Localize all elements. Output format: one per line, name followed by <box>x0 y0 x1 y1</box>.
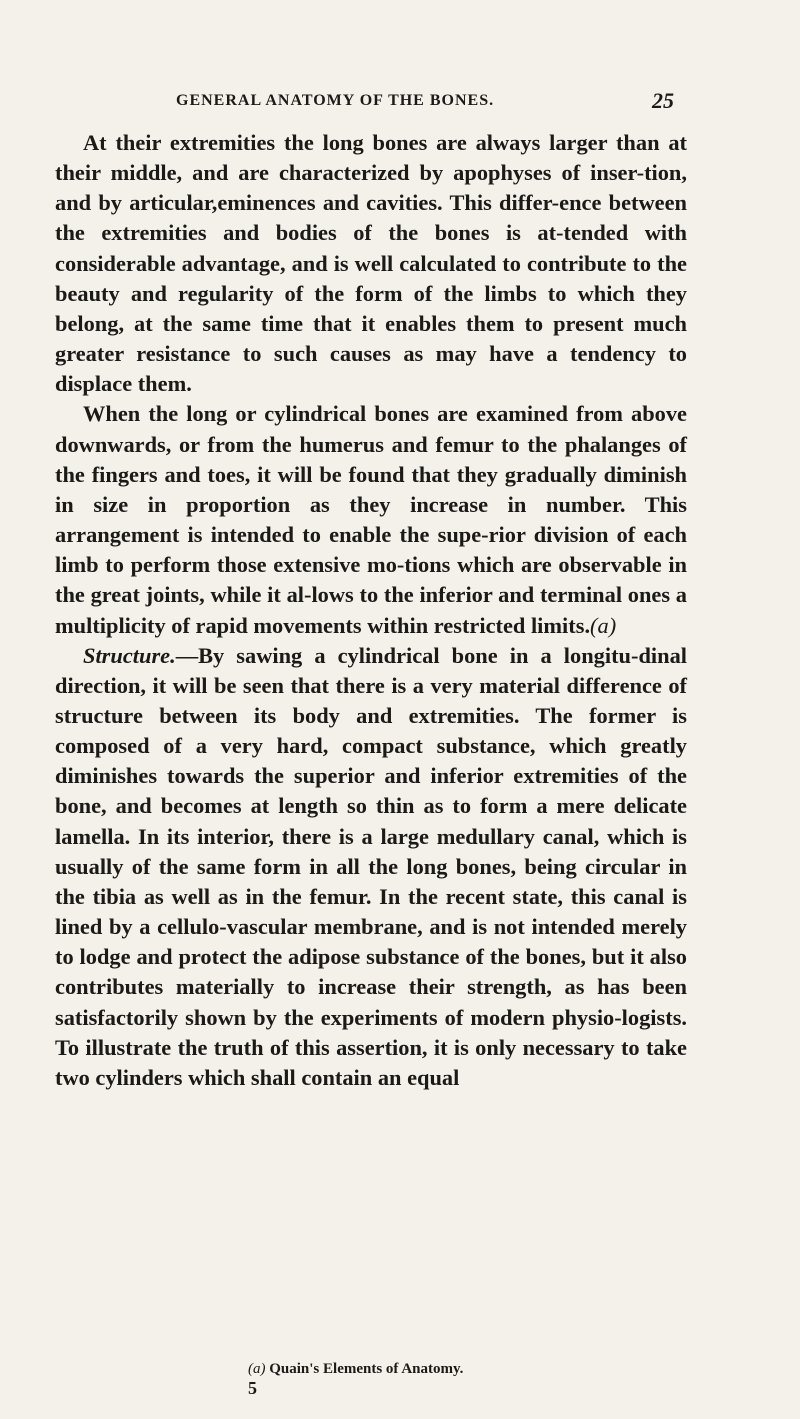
signature-mark: 5 <box>248 1378 257 1398</box>
paragraph-3 <box>55 641 687 1093</box>
section-heading-structure: Structure. <box>83 642 176 668</box>
body-text <box>55 128 687 1093</box>
footnote-text: Quain's Elements of Anatomy. <box>269 1361 464 1377</box>
paragraph-1: At their extremities the long bones are always larger than at their middle, and are characterized by apophyses of inser-tion, and by articular,eminences and cavities. This differ-ence between the extremities and bodies of the bones is at-tended with considerable advantage, and is well calculated to contribute to the beauty and regularity of the form of the limbs to which they belong, at the same time that it enables them to present much greater resistance to such causes as may have a tendency to displace them. <box>55 130 687 397</box>
paragraph-2-text: When the long or cylindrical bones are examined from above downwards, or from the humerus and femur to the phalanges of the fingers and toes, it will be found that they gradually diminish in size in proportion as they increase in number. This arrangement is intended to enable the supe-rior division of each limb to perform those extensive mo-tions which are observable in the great joints, while it al-lows to the inferior and terminal ones a multiplicity of rapid movements within restricted limits. <box>55 401 687 638</box>
paragraph-2 <box>55 399 687 640</box>
footnote-marker: (a) <box>248 1361 266 1377</box>
running-title: GENERAL ANATOMY OF THE BONES. <box>176 92 495 109</box>
page-number: 25 <box>652 88 674 113</box>
footnote <box>248 1361 648 1378</box>
footnote-reference: (a) <box>590 612 617 638</box>
paragraph-3-text: —By sawing a cylindrical bone in a longitu-dinal direction, it will be seen that there is a very material difference of structure between its body and extremities. The former is composed of a very hard, compact substance, which greatly diminishes towards the superior and inferior extremities of the bone, and becomes at length so thin as to form a mere delicate lamella. In its interior, there is a large medullary canal, which is usually of the same form in all the long bones, being circular in the tibia as well as in the femur. In the recent state, this canal is lined by a cellulo-vascular membrane, and is not intended merely to lodge and protect the adipose substance of the bones, but it also contributes materially to increase their strength, as has been satisfactorily shown by the experiments of modern physio-logists. To illustrate the truth of this assertion, it is only necessary to take two cylinders which shall contain an equal <box>55 642 687 1090</box>
